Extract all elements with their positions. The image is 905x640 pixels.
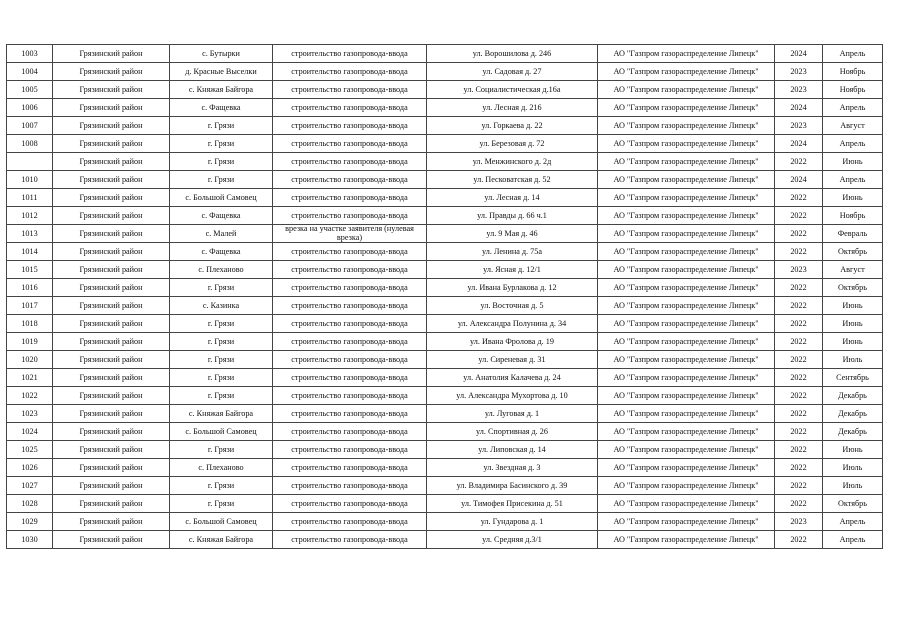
work-type-cell: строительство газопровода-ввода [273,99,427,117]
year-cell: 2023 [775,63,823,81]
work-type-cell: строительство газопровода-ввода [273,513,427,531]
year-cell: 2022 [775,441,823,459]
locality-cell: г. Грязи [170,495,273,513]
locality-cell: с. Большой Самовец [170,423,273,441]
year-cell: 2024 [775,99,823,117]
locality-cell: д. Красные Выселки [170,63,273,81]
address-cell: ул. Спортивная д. 26 [427,423,598,441]
table-row [7,279,883,297]
locality-cell: с. Княжая Байгора [170,81,273,99]
organization-cell: АО "Газпром газораспределение Липецк" [598,351,775,369]
year-cell: 2024 [775,171,823,189]
row-number-cell: 1028 [7,495,53,513]
month-cell: Июнь [823,297,883,315]
address-cell: ул. Звездная д. 3 [427,459,598,477]
address-cell: ул. Ленина д. 75а [427,243,598,261]
district-cell: Грязинский район [53,387,170,405]
locality-cell: г. Грязи [170,441,273,459]
locality-cell: с. Фащевка [170,243,273,261]
month-cell: Декабрь [823,405,883,423]
work-type-cell: строительство газопровода-ввода [273,45,427,63]
work-type-cell: строительство газопровода-ввода [273,423,427,441]
locality-cell: г. Грязи [170,279,273,297]
organization-cell: АО "Газпром газораспределение Липецк" [598,45,775,63]
organization-cell: АО "Газпром газораспределение Липецк" [598,81,775,99]
table-row [7,189,883,207]
row-number-cell: 1018 [7,315,53,333]
month-cell: Апрель [823,171,883,189]
month-cell: Апрель [823,99,883,117]
gas-connection-table [6,44,883,549]
organization-cell: АО "Газпром газораспределение Липецк" [598,333,775,351]
organization-cell: АО "Газпром газораспределение Липецк" [598,441,775,459]
address-cell: ул. Менжинского д. 2д [427,153,598,171]
month-cell: Ноябрь [823,207,883,225]
address-cell: ул. Социалистическая д.16а [427,81,598,99]
row-number-cell: 1016 [7,279,53,297]
row-number-cell: 1027 [7,477,53,495]
year-cell: 2022 [775,279,823,297]
address-cell: ул. 9 Мая д. 46 [427,225,598,243]
work-type-cell: строительство газопровода-ввода [273,189,427,207]
address-cell: ул. Тимофея Присекина д. 51 [427,495,598,513]
month-cell: Ноябрь [823,81,883,99]
work-type-cell: строительство газопровода-ввода [273,531,427,549]
year-cell: 2022 [775,297,823,315]
work-type-cell: строительство газопровода-ввода [273,117,427,135]
district-cell: Грязинский район [53,171,170,189]
table-row [7,135,883,153]
district-cell: Грязинский район [53,243,170,261]
organization-cell: АО "Газпром газораспределение Липецк" [598,135,775,153]
organization-cell: АО "Газпром газораспределение Липецк" [598,513,775,531]
organization-cell: АО "Газпром газораспределение Липецк" [598,207,775,225]
address-cell: ул. Песковатская д. 52 [427,171,598,189]
month-cell: Август [823,117,883,135]
district-cell: Грязинский район [53,495,170,513]
year-cell: 2022 [775,333,823,351]
address-cell: ул. Гундарова д. 1 [427,513,598,531]
address-cell: ул. Владимира Басинского д. 39 [427,477,598,495]
row-number-cell: 1029 [7,513,53,531]
table-row [7,369,883,387]
district-cell: Грязинский район [53,297,170,315]
address-cell: ул. Садовая д. 27 [427,63,598,81]
table-row [7,315,883,333]
work-type-cell: строительство газопровода-ввода [273,315,427,333]
district-cell: Грязинский район [53,225,170,243]
work-type-cell: строительство газопровода-ввода [273,153,427,171]
year-cell: 2024 [775,135,823,153]
row-number-cell: 1026 [7,459,53,477]
row-number-cell: 1004 [7,63,53,81]
locality-cell: с. Княжая Байгора [170,531,273,549]
month-cell: Февраль [823,225,883,243]
address-cell: ул. Сиреневая д. 31 [427,351,598,369]
address-cell: ул. Ворошилова д. 246 [427,45,598,63]
table-row [7,333,883,351]
month-cell: Июль [823,477,883,495]
organization-cell: АО "Газпром газораспределение Липецк" [598,117,775,135]
month-cell: Июль [823,351,883,369]
address-cell: ул. Ивана Фролова д. 19 [427,333,598,351]
row-number-cell: 1015 [7,261,53,279]
work-type-cell: строительство газопровода-ввода [273,297,427,315]
organization-cell: АО "Газпром газораспределение Липецк" [598,459,775,477]
row-number-cell: 1024 [7,423,53,441]
row-number-cell: 1012 [7,207,53,225]
locality-cell: г. Грязи [170,171,273,189]
row-number-cell: 1007 [7,117,53,135]
district-cell: Грязинский район [53,315,170,333]
table-row [7,81,883,99]
row-number-cell: 1019 [7,333,53,351]
work-type-cell: строительство газопровода-ввода [273,243,427,261]
year-cell: 2022 [775,207,823,225]
locality-cell: с. Фащевка [170,207,273,225]
row-number-cell: 1008 [7,135,53,153]
table-row [7,459,883,477]
table-row [7,495,883,513]
work-type-cell: строительство газопровода-ввода [273,279,427,297]
district-cell: Грязинский район [53,279,170,297]
row-number-cell: 1005 [7,81,53,99]
locality-cell: с. Плеханово [170,459,273,477]
table-row [7,261,883,279]
month-cell: Октябрь [823,495,883,513]
table-row [7,405,883,423]
address-cell: ул. Березовая д. 72 [427,135,598,153]
table-row [7,63,883,81]
locality-cell: с. Фащевка [170,99,273,117]
month-cell: Апрель [823,531,883,549]
table-row [7,45,883,63]
month-cell: Апрель [823,135,883,153]
locality-cell: с. Плеханово [170,261,273,279]
organization-cell: АО "Газпром газораспределение Липецк" [598,315,775,333]
work-type-cell: строительство газопровода-ввода [273,351,427,369]
work-type-cell: строительство газопровода-ввода [273,459,427,477]
row-number-cell: 1006 [7,99,53,117]
organization-cell: АО "Газпром газораспределение Липецк" [598,423,775,441]
address-cell: ул. Средняя д.3/1 [427,531,598,549]
document-page [6,44,882,549]
row-number-cell: 1022 [7,387,53,405]
year-cell: 2023 [775,513,823,531]
year-cell: 2022 [775,531,823,549]
address-cell: ул. Ясная д. 12/1 [427,261,598,279]
row-number-cell: 1003 [7,45,53,63]
district-cell: Грязинский район [53,207,170,225]
work-type-cell: строительство газопровода-ввода [273,63,427,81]
district-cell: Грязинский район [53,99,170,117]
table-row [7,225,883,243]
row-number-cell: 1023 [7,405,53,423]
organization-cell: АО "Газпром газораспределение Липецк" [598,369,775,387]
district-cell: Грязинский район [53,423,170,441]
year-cell: 2022 [775,477,823,495]
month-cell: Декабрь [823,387,883,405]
row-number-cell: 1021 [7,369,53,387]
address-cell: ул. Лесная д. 216 [427,99,598,117]
work-type-cell: строительство газопровода-ввода [273,495,427,513]
month-cell: Июль [823,459,883,477]
year-cell: 2022 [775,225,823,243]
work-type-cell: строительство газопровода-ввода [273,81,427,99]
year-cell: 2022 [775,369,823,387]
work-type-cell: строительство газопровода-ввода [273,261,427,279]
row-number-cell: 1030 [7,531,53,549]
table-row [7,297,883,315]
organization-cell: АО "Газпром газораспределение Липецк" [598,261,775,279]
organization-cell: АО "Газпром газораспределение Липецк" [598,153,775,171]
month-cell: Июнь [823,153,883,171]
table-body [7,45,883,549]
district-cell: Грязинский район [53,531,170,549]
district-cell: Грязинский район [53,459,170,477]
organization-cell: АО "Газпром газораспределение Липецк" [598,405,775,423]
district-cell: Грязинский район [53,405,170,423]
organization-cell: АО "Газпром газораспределение Липецк" [598,189,775,207]
year-cell: 2024 [775,45,823,63]
row-number-cell [7,153,53,171]
table-row [7,387,883,405]
month-cell: Июнь [823,189,883,207]
address-cell: ул. Луговая д. 1 [427,405,598,423]
year-cell: 2022 [775,423,823,441]
work-type-cell: строительство газопровода-ввода [273,369,427,387]
row-number-cell: 1020 [7,351,53,369]
locality-cell: г. Грязи [170,153,273,171]
address-cell: ул. Ивана Бурлакова д. 12 [427,279,598,297]
locality-cell: г. Грязи [170,117,273,135]
table-row [7,117,883,135]
year-cell: 2022 [775,405,823,423]
table-row [7,171,883,189]
year-cell: 2022 [775,387,823,405]
row-number-cell: 1011 [7,189,53,207]
month-cell: Июнь [823,333,883,351]
year-cell: 2023 [775,81,823,99]
month-cell: Апрель [823,513,883,531]
locality-cell: г. Грязи [170,315,273,333]
work-type-cell: строительство газопровода-ввода [273,135,427,153]
work-type-cell: строительство газопровода-ввода [273,441,427,459]
month-cell: Декабрь [823,423,883,441]
organization-cell: АО "Газпром газораспределение Липецк" [598,243,775,261]
district-cell: Грязинский район [53,261,170,279]
year-cell: 2022 [775,459,823,477]
locality-cell: г. Грязи [170,135,273,153]
work-type-cell: строительство газопровода-ввода [273,333,427,351]
organization-cell: АО "Газпром газораспределение Липецк" [598,225,775,243]
district-cell: Грязинский район [53,189,170,207]
address-cell: ул. Восточная д. 5 [427,297,598,315]
work-type-cell: строительство газопровода-ввода [273,171,427,189]
year-cell: 2022 [775,243,823,261]
table-row [7,513,883,531]
month-cell: Июнь [823,441,883,459]
organization-cell: АО "Газпром газораспределение Липецк" [598,279,775,297]
work-type-cell: строительство газопровода-ввода [273,405,427,423]
table-row [7,153,883,171]
locality-cell: с. Большой Самовец [170,189,273,207]
organization-cell: АО "Газпром газораспределение Липецк" [598,477,775,495]
row-number-cell: 1025 [7,441,53,459]
month-cell: Октябрь [823,243,883,261]
district-cell: Грязинский район [53,63,170,81]
work-type-cell: строительство газопровода-ввода [273,387,427,405]
month-cell: Октябрь [823,279,883,297]
table-row [7,351,883,369]
district-cell: Грязинский район [53,351,170,369]
year-cell: 2022 [775,189,823,207]
table-row [7,423,883,441]
table-row [7,477,883,495]
address-cell: ул. Александра Полунина д. 34 [427,315,598,333]
address-cell: ул. Лесная д. 14 [427,189,598,207]
month-cell: Ноябрь [823,63,883,81]
locality-cell: с. Княжая Байгора [170,405,273,423]
locality-cell: г. Грязи [170,477,273,495]
address-cell: ул. Правды д. 66 ч.1 [427,207,598,225]
year-cell: 2022 [775,351,823,369]
year-cell: 2023 [775,117,823,135]
address-cell: ул. Липовская д. 14 [427,441,598,459]
organization-cell: АО "Газпром газораспределение Липецк" [598,495,775,513]
table-row [7,207,883,225]
month-cell: Август [823,261,883,279]
year-cell: 2022 [775,315,823,333]
organization-cell: АО "Газпром газораспределение Липецк" [598,297,775,315]
organization-cell: АО "Газпром газораспределение Липецк" [598,387,775,405]
district-cell: Грязинский район [53,513,170,531]
row-number-cell: 1010 [7,171,53,189]
locality-cell: г. Грязи [170,369,273,387]
year-cell: 2022 [775,153,823,171]
work-type-cell: строительство газопровода-ввода [273,207,427,225]
address-cell: ул. Анатолия Калачева д. 24 [427,369,598,387]
district-cell: Грязинский район [53,135,170,153]
month-cell: Апрель [823,45,883,63]
district-cell: Грязинский район [53,333,170,351]
table-row [7,99,883,117]
month-cell: Сентябрь [823,369,883,387]
address-cell: ул. Горкаева д. 22 [427,117,598,135]
row-number-cell: 1014 [7,243,53,261]
district-cell: Грязинский район [53,153,170,171]
locality-cell: с. Большой Самовец [170,513,273,531]
month-cell: Июнь [823,315,883,333]
locality-cell: с. Малей [170,225,273,243]
year-cell: 2023 [775,261,823,279]
locality-cell: г. Грязи [170,351,273,369]
district-cell: Грязинский район [53,369,170,387]
row-number-cell: 1017 [7,297,53,315]
locality-cell: с. Бутырки [170,45,273,63]
work-type-cell: врезка на участке заявителя (нулевая врезка) [273,225,427,243]
organization-cell: АО "Газпром газораспределение Липецк" [598,99,775,117]
organization-cell: АО "Газпром газораспределение Липецк" [598,171,775,189]
row-number-cell: 1013 [7,225,53,243]
locality-cell: г. Грязи [170,333,273,351]
locality-cell: с. Казинка [170,297,273,315]
district-cell: Грязинский район [53,441,170,459]
district-cell: Грязинский район [53,81,170,99]
year-cell: 2022 [775,495,823,513]
table-row [7,243,883,261]
address-cell: ул. Александра Мухортова д. 10 [427,387,598,405]
district-cell: Грязинский район [53,45,170,63]
table-row [7,441,883,459]
table-row [7,531,883,549]
organization-cell: АО "Газпром газораспределение Липецк" [598,531,775,549]
district-cell: Грязинский район [53,477,170,495]
organization-cell: АО "Газпром газораспределение Липецк" [598,63,775,81]
work-type-cell: строительство газопровода-ввода [273,477,427,495]
locality-cell: г. Грязи [170,387,273,405]
district-cell: Грязинский район [53,117,170,135]
